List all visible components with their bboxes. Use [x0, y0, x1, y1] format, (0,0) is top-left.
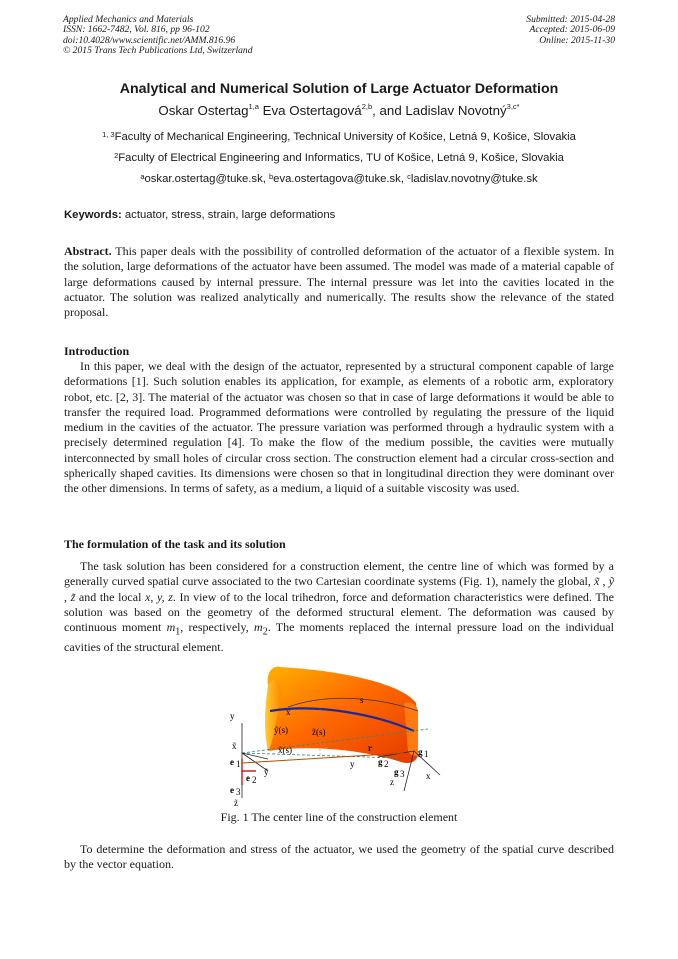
- formulation-text-5: . The moments replaced the internal pressure load on the individual cavities of the structural element.: [64, 620, 614, 654]
- global-x-symbol: x̃: [594, 574, 600, 589]
- comma-1: ,: [599, 574, 609, 589]
- introduction-text: In this paper, we deal with the design of the actuator, represented by a structural component capable of large deformations [1]. Such solution enables its application, for example, as elements of a robotic arm, exploratory robot, etc. [2, 3]. The material of the actuator was chosen so that in case of large deformations it would be able to transfer the required load. Programmed deformations were controlled by regulating the pressure of the liquid medium in the cavities of the actuator. The pressure variation was performed through a hydraulic system with a precisely determined regulation [4]. To make the flow of the medium possible, the cavities were mutually interconnected by small holes of circular cross section. The construction element had a circular cross-section and spherically shaped cavities. Its dimensions were chosen so that in longitudinal direction they were dominant over the other dimensions. In terms of safety, as a medium, a liquid of a suitable viscosity was used.: [64, 359, 614, 496]
- label-y: y: [230, 711, 235, 721]
- keywords-label: Keywords:: [64, 209, 122, 221]
- label-z-local: z: [390, 777, 394, 787]
- keywords: [64, 209, 335, 221]
- formulation-text-4: , respectively,: [180, 620, 255, 635]
- affiliation-2: [0, 152, 678, 164]
- issn-line: ISSN: 1662-7482, Vol. 816, pp 96-102: [63, 24, 210, 36]
- formulation-heading: The formulation of the task and its solution: [64, 537, 286, 551]
- label-x-s: x̃(s): [278, 745, 292, 755]
- label-g2-sub: 2: [384, 759, 389, 769]
- final-paragraph: To determine the deformation and stress of the actuator, we used the geometry of the spatial curve described by the vector equation.: [64, 842, 614, 872]
- label-e3-sub: 3: [236, 787, 241, 797]
- label-y-local: y: [350, 759, 355, 769]
- abstract-label: Abstract.: [64, 244, 112, 258]
- label-e2-sub: 2: [252, 775, 257, 785]
- label-z-s: z̃(s): [312, 727, 326, 737]
- local-axes-symbols: x, y, z: [145, 589, 173, 604]
- author-1-sup: 1,a: [248, 102, 259, 111]
- email-a[interactable]: oskar.ostertag@tuke.sk,: [144, 173, 269, 185]
- affiliation-1-sup: 1, 3: [102, 130, 115, 139]
- abstract: [64, 244, 614, 320]
- label-g1: g: [418, 747, 423, 757]
- label-g3: g: [394, 767, 399, 777]
- journal-header: [63, 15, 253, 57]
- label-x-local: x: [426, 771, 431, 781]
- figure-1-center-line-diagram: [228, 663, 443, 808]
- author-2-sup: 2,b: [361, 102, 373, 111]
- label-y-s: ỹ(s): [274, 725, 288, 735]
- label-e2: e: [246, 773, 250, 783]
- email-b[interactable]: eva.ostertagova@tuke.sk,: [273, 173, 408, 185]
- label-z-tilde: z̃: [234, 798, 238, 808]
- email-list: [0, 173, 678, 185]
- email-c-sup: c: [407, 172, 411, 181]
- label-e1: e: [230, 757, 234, 767]
- label-e1-sub: 1: [236, 759, 241, 769]
- copyright-line: © 2015 Trans Tech Publications Ltd, Switzerland: [63, 45, 253, 57]
- author-3: , and Ladislav Novotný: [372, 103, 507, 118]
- moment-m2-sub: 2: [262, 626, 268, 638]
- formulation-section: [64, 559, 614, 655]
- label-e3: e: [230, 785, 234, 795]
- abstract-text: This paper deals with the possibility of controlled deformation of the actuator of a flexible system. In the solution, large deformations of the actuator have been assumed. The model was made of a material capable of large deformations caused by internal pressure. The internal pressure was let into the cavities located in the actuator. The solution was realized analytically and numerically. The results show the relevance of the stated proposal.: [64, 244, 614, 320]
- affiliation-1: [0, 131, 678, 143]
- journal-name: Applied Mechanics and Materials: [63, 14, 194, 25]
- formulation-text-1: The task solution has been considered for a construction element, the centre line of which was formed by a generally curved spatial curve associated to the two Cartesian coordinate systems (Fig. 1), namely the global,: [64, 559, 614, 589]
- label-r: r: [368, 743, 372, 753]
- affiliation-1-text: Faculty of Mechanical Engineering, Technical University of Košice, Letná 9, Košice, Slovakia: [114, 131, 576, 143]
- global-z-symbol: z̃: [70, 589, 76, 604]
- affiliation-2-text: Faculty of Electrical Engineering and Informatics, TU of Košice, Letná 9, Košice, Slovakia: [118, 152, 564, 164]
- email-b-sup: b: [269, 172, 274, 181]
- affiliation-2-sup: 2: [114, 151, 119, 160]
- dates-header: [526, 15, 615, 46]
- comma-2: ,: [64, 589, 71, 604]
- global-y-symbol: ỹ: [608, 574, 615, 589]
- label-s: s: [360, 695, 364, 705]
- online-date: Online: 2015-11-30: [539, 34, 615, 46]
- introduction-heading: Introduction: [64, 344, 130, 358]
- moment-m1: m: [166, 620, 176, 635]
- figure-1-caption: Fig. 1 The center line of the construction element: [220, 810, 458, 824]
- author-2: Eva Ostertagová: [258, 103, 362, 118]
- author-3-sup: 3,c*: [506, 102, 520, 111]
- moment-m1-sub: 1: [175, 626, 181, 638]
- accepted-date: Accepted: 2015-06-09: [529, 24, 615, 36]
- doi-line[interactable]: doi:10.4028/www.scientific.net/AMM.816.96: [63, 34, 236, 46]
- label-g2: g: [378, 757, 383, 767]
- introduction-section: [64, 359, 614, 497]
- moment-m2: m: [254, 620, 263, 635]
- label-g3-sub: 3: [400, 769, 405, 779]
- email-a-sup: a: [140, 172, 145, 181]
- label-y-tilde: ỹ: [264, 767, 269, 777]
- email-c[interactable]: ladislav.novotny@tuke.sk: [410, 173, 538, 185]
- author-1: Oskar Ostertag: [158, 103, 249, 118]
- label-x-tilde: x̃: [232, 741, 237, 751]
- label-g1-sub: 1: [424, 749, 429, 759]
- author-list: [0, 103, 678, 118]
- formulation-text-2: and the local: [75, 589, 146, 604]
- keywords-text: actuator, stress, strain, large deformations: [121, 209, 336, 221]
- paper-title: Analytical and Numerical Solution of Large Actuator Deformation: [119, 81, 559, 97]
- final-paragraph-section: [64, 842, 614, 873]
- submitted-date: Submitted: 2015-04-28: [526, 14, 615, 25]
- formulation-text-3: . In view of to the local trihedron, force and deformation characteristics were defined. The solution was based on the geometry of the deformed structural element. The deformation was caused by continuous moment: [64, 589, 614, 635]
- label-x-top: x: [286, 707, 291, 717]
